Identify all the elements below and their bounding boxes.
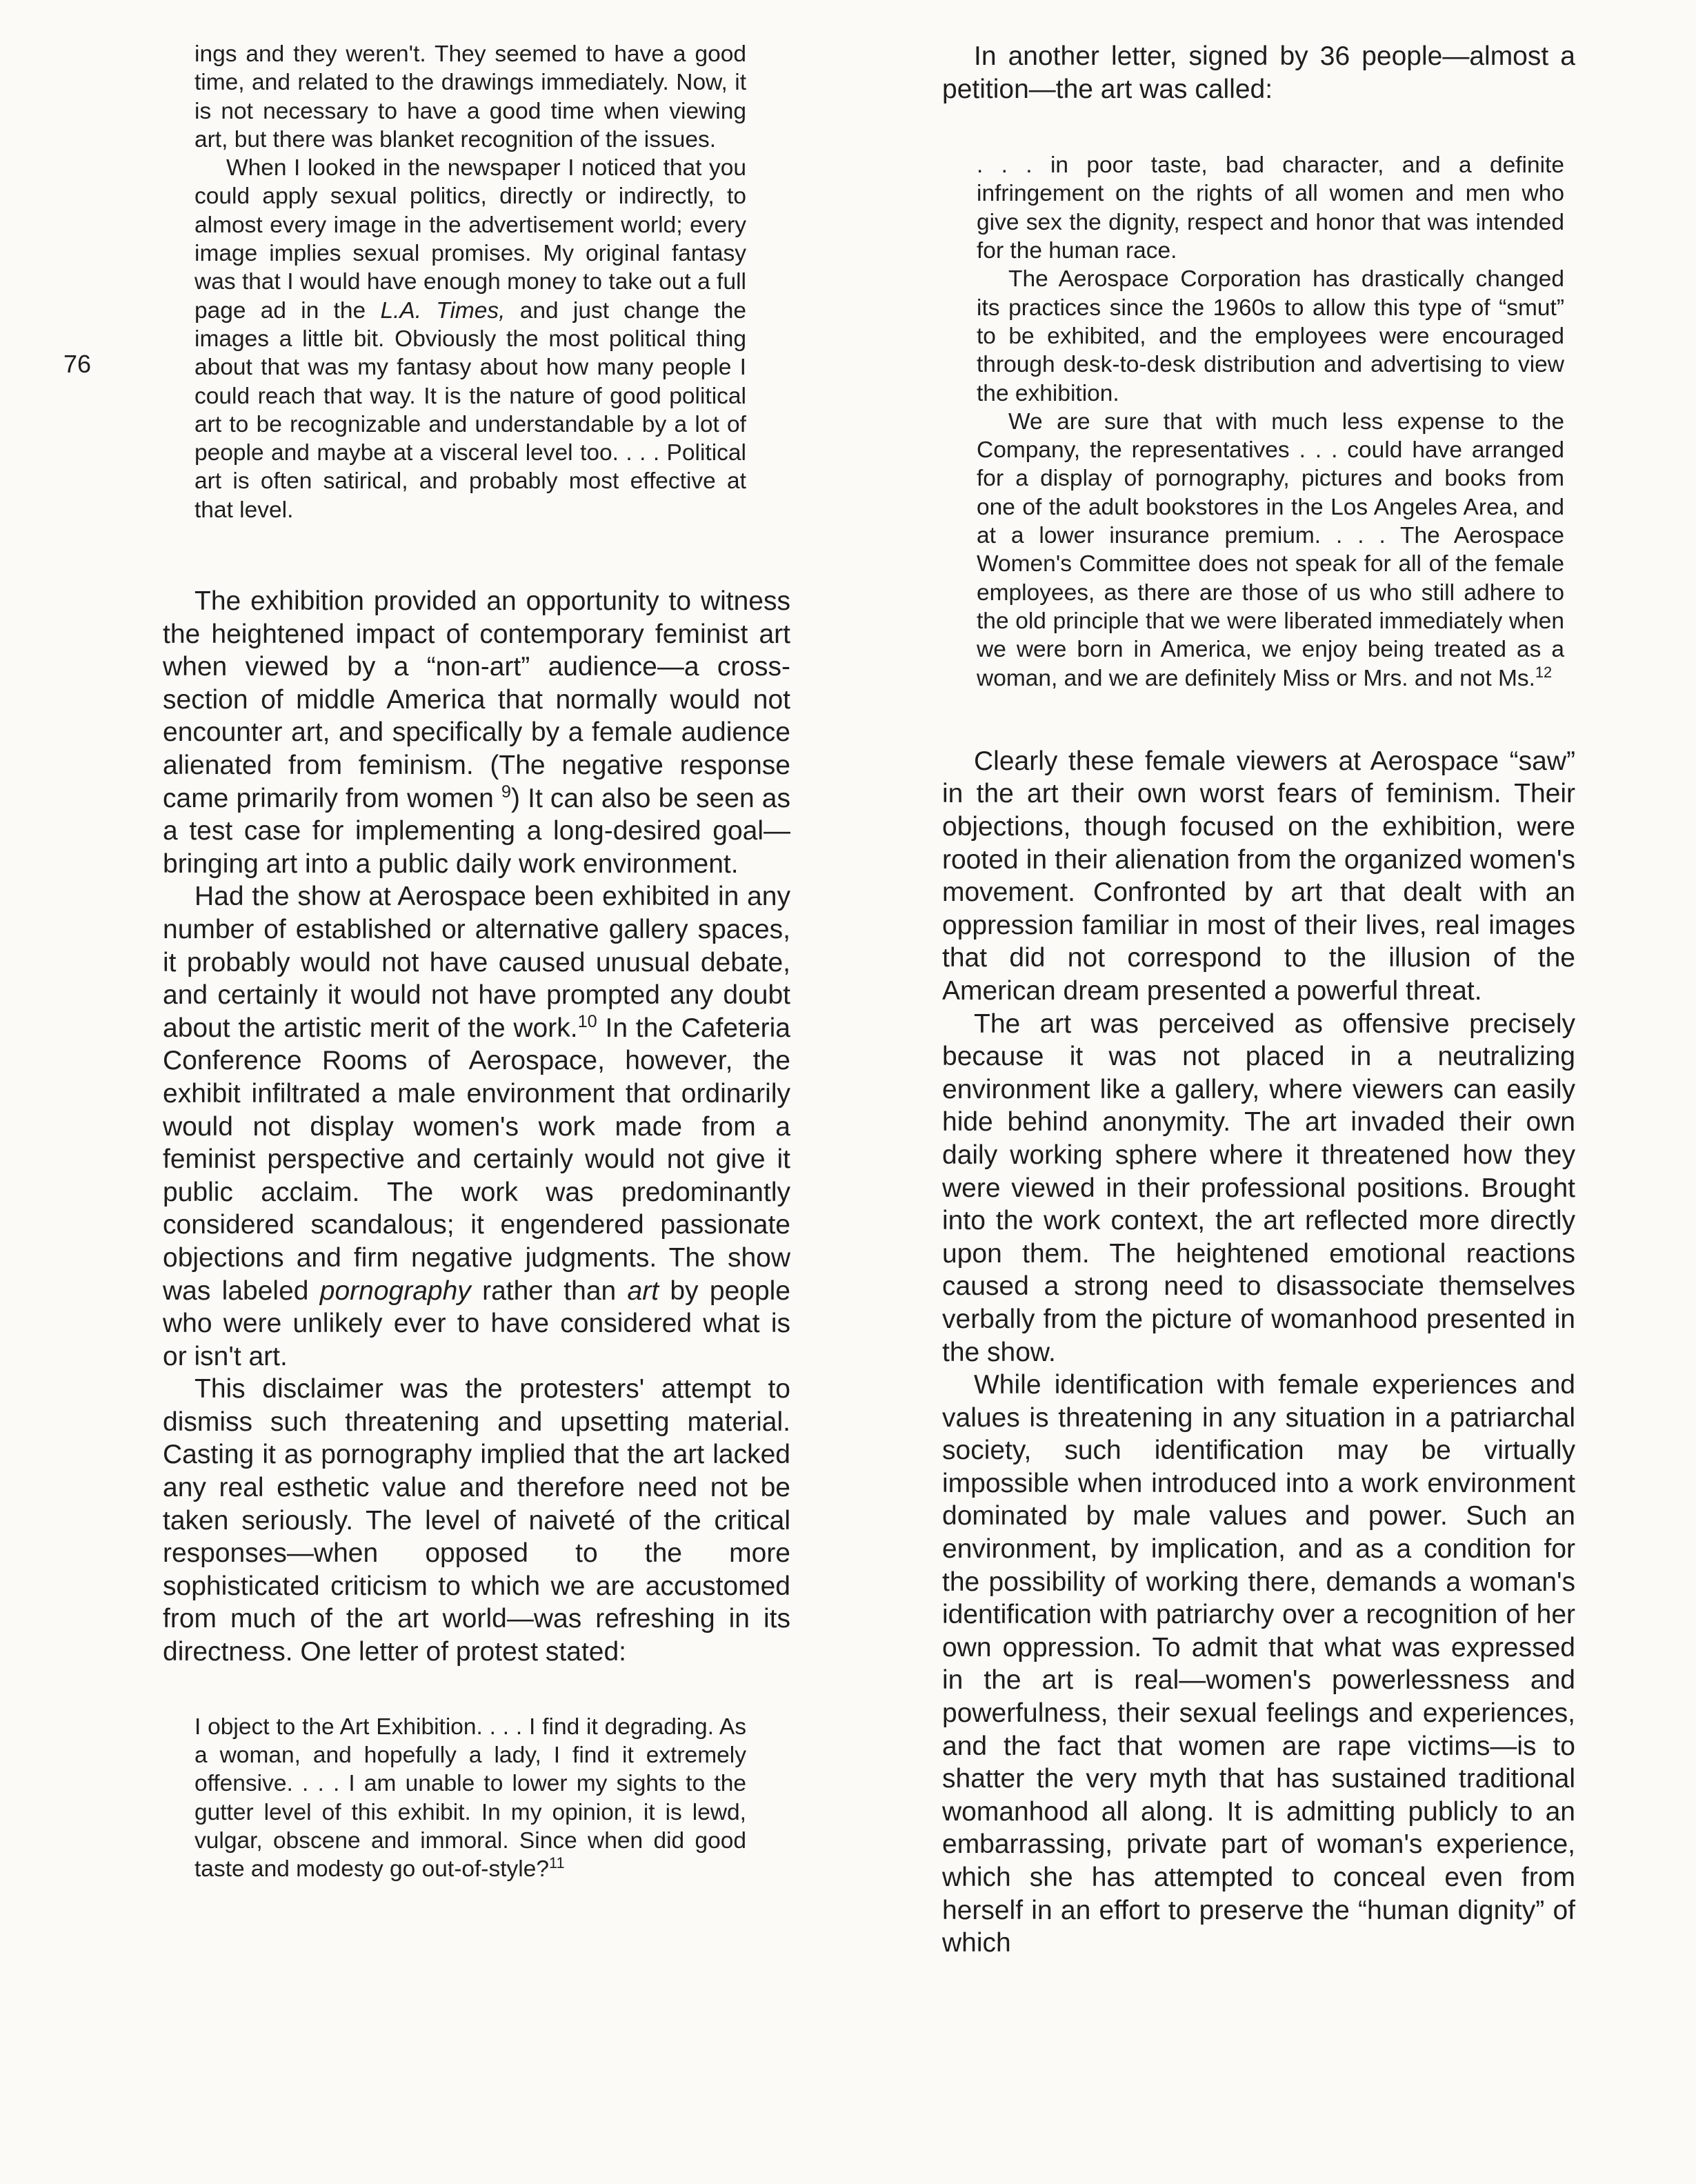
quote-paragraph: When I looked in the newspaper I noticed that you could apply sexual politics, directly or indirectly, to almost every image in the advertisement world; every image implies sexual promises. My original fantasy was that I would have enough money to take out a full page ad in the L.A. Times, and just change the images a little bit. Obviously the most political thing about that was my fantasy about how many people I could reach that way. It is the nature of good political art to be recognizable and understandable by a lot of people and maybe at a visceral level too. . . . Political art is often satirical, and probably most effective at that level. bbox=[194, 155, 746, 523]
petition-quote bbox=[977, 151, 1564, 693]
body-text-left bbox=[163, 585, 790, 1669]
body-paragraph: The exhibition provided an opportunity to witness the heightened impact of contemporary feminist art when viewed by a “non-art” audience—a cross-section of middle America that normally would not encounter art, and specifically by a female audience alienated from feminism. (The negative response came primarily from women $^9$) It can also be seen as a test case for implementing a long-desired goal—bringing art into a public daily work environment. bbox=[163, 586, 790, 879]
body-text-right-intro bbox=[942, 40, 1575, 106]
quote-paragraph: I object to the Art Exhibition. . . . I find it degrading. As a woman, and hopefully a lady, I find it extremely offensive. . . . I am unable to lower my sights to the gutter level of this exhibit. In my opinion, it is lewd, vulgar, obscene and immoral. Since when did good taste and modesty go out-of-style?$^{11}$ bbox=[194, 1714, 746, 1883]
body-paragraph: Clearly these female viewers at Aerospace “saw” in the art their own worst fears of feminism. Their objections, though focused on the exhibition, were rooted in their alienation from the organized women's movement. Confronted by art that dealt with an oppression familiar in most of their lives, real images that did not correspond to the illusion of the American dream presented a powerful threat. bbox=[942, 746, 1575, 1006]
protest-letter-quote bbox=[194, 1713, 746, 1884]
footnote-marker: 9 bbox=[501, 782, 512, 802]
right-column bbox=[942, 40, 1575, 1960]
footnote-marker: 10 bbox=[577, 1011, 597, 1031]
body-text-right bbox=[942, 745, 1575, 1960]
body-paragraph: While identification with female experiences and values is threatening in any situation in a patriarchal society, such identification may be virtually impossible when introduced into a work environment dominated by male values and power. Such an environment, by implication, and as a condition for the possibility of working there, demands a woman's identification with patriarchy over a recognition of her own oppression. To admit that what was expressed in the art is real—women's powerlessness and powerfulness, their sexual feelings and experiences, and the fact that women are rape victims—is to shatter the very myth that has sustained traditional womanhood all along. It is admitting publicly to an embarrassing, private part of woman's experience, which she has attempted to conceal even from herself in an effort to preserve the “human dignity” of which bbox=[942, 1370, 1575, 1958]
interview-quote bbox=[194, 40, 746, 524]
body-paragraph: Had the show at Aerospace been exhibited in any number of established or alternative gallery spaces, it probably would not have caused unusual debate, and certainly it would not have prompted any doubt about the artistic merit of the work.$^{10}$ In the Cafeteria Conference Rooms of Aerospace, however, the exhibit infiltrated a male environment that ordinarily would not display women's work made from a feminist perspective and certainly would not give it public acclaim. The work was predominantly considered scandalous; it engendered passionate objections and firm negative judgments. The show was labeled pornography rather than art by people who were unlikely ever to have considered what is or isn't art. bbox=[163, 882, 790, 1371]
body-paragraph: This disclaimer was the protesters' attempt to dismiss such threatening and upsetting material. Casting it as pornography implied that the art lacked any real esthetic value and therefore need not be taken seriously. The level of naiveté of the critical responses—when opposed to the more sophisticated criticism to which we are accustomed from much of the art world—was refreshing in its directness. One letter of protest stated: bbox=[163, 1374, 790, 1667]
page-number: 76 bbox=[63, 350, 92, 378]
footnote-marker: 11 bbox=[548, 1854, 565, 1872]
footnote-marker: 12 bbox=[1535, 663, 1553, 681]
quote-paragraph: ings and they weren't. They seemed to have a good time, and related to the drawings immediately. Now, it is not necessary to have a good time when viewing art, but there was blanket recognition of the issues. bbox=[194, 41, 746, 152]
quote-paragraph: The Aerospace Corporation has drastically changed its practices since the 1960s to allow this type of “smut” to be exhibited, and the employees were encouraged through desk-to-desk distribution and advertising to view the exhibition. bbox=[977, 266, 1564, 406]
body-paragraph: In another letter, signed by 36 people—almost a petition—the art was called: bbox=[942, 41, 1575, 104]
quote-paragraph: We are sure that with much less expense to the Company, the representatives . . . could have arranged for a display of pornography, pictures and books from one of the adult bookstores in the Los Angeles Area, and at a lower insurance premium. . . . The Aerospace Women's Committee does not speak for all of the female employees, as there are those of us who still adhere to the old principle that we were liberated immediately when we were born in America, we enjoy being treated as a woman, and we are definitely Miss or Mrs. and not Ms.$^{12}$ bbox=[977, 408, 1564, 691]
quote-paragraph: . . . in poor taste, bad character, and a definite infringement on the rights of all women and men who give sex the dignity, respect and honor that was intended for the human race. bbox=[977, 152, 1564, 264]
body-paragraph: The art was perceived as offensive precisely because it was not placed in a neutralizing environment like a gallery, where viewers can easily hide behind anonymity. The art invaded their own daily working sphere where it threatened how they were viewed in their professional positions. Brought into the work context, the art reflected more directly upon them. The heightened emotional reactions caused a strong need to disassociate themselves verbally from the picture of womanhood presented in the show. bbox=[942, 1009, 1575, 1367]
left-column bbox=[163, 40, 790, 1883]
